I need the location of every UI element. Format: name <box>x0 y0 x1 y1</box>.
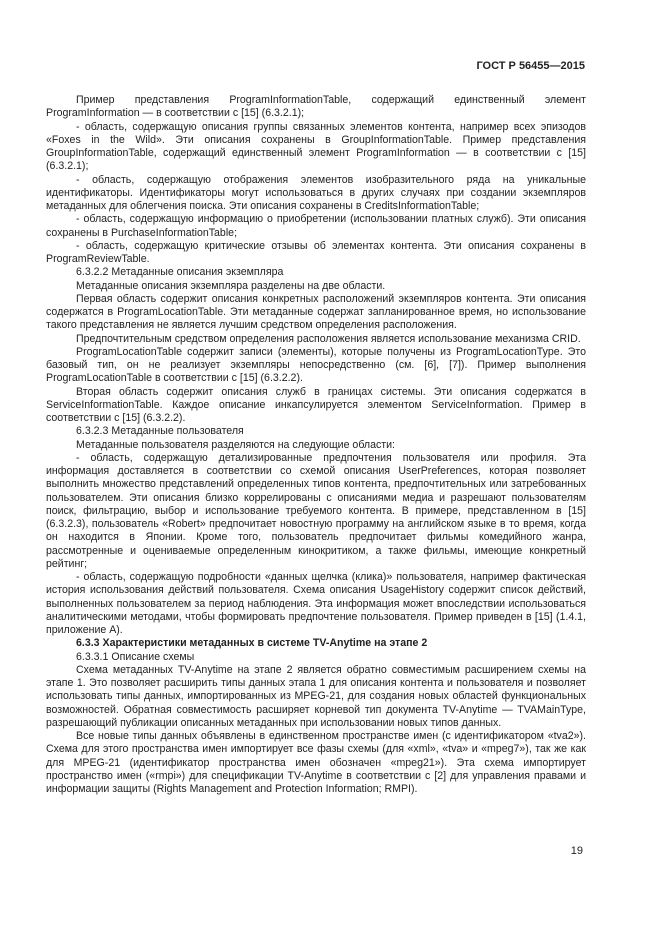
paragraph: Вторая область содержит описания служб в границах системы. Эти описания содержатся в ServiceInformationTable. Каждое описание инкапсулируется элементом ServiceInformation. Пример в соответствии с [15] (6.3.2.2). <box>46 385 586 424</box>
document-id: ГОСТ Р 56455—2015 <box>476 60 585 72</box>
section-heading: 6.3.2.3 Метаданные пользователя <box>76 425 244 438</box>
list-item: - область, содержащую информацию о приобретении (использовании платных служб). Эти описания сохранены в PurchaseInformationTable; <box>46 213 586 239</box>
section-heading: 6.3.2.2 Метаданные описания экземпляра <box>76 266 284 279</box>
paragraph: Схема метаданных TV-Anytime на этапе 2 является обратно совместимым расширением схемы на этапе 1. Это позволяет расширить типы данных этапа 1 для описания контента и пользователя и позволяет использовать типы данных, импортированных из MPEG-21, для создания новых областей функциональных возможностей. Обратная совместимость расширяет корневой тип документа TV-Anytime — TVAMainType, разрешающий публикации описанных метаданных при использовании новых типов данных. <box>46 663 586 729</box>
list-item: - область, содержащую детализированные предпочтения пользователя или профиля. Эта информация доставляется в соответствии со схемой описания UserPreferences, которая позволяет выполнить множество представлений определенных типов контента, предпочтительных или затребованных пользователем. Эти описания близко коррелированы с описаниями медиа и разрешают пользователям поиск, фильтрацию, выбор и использование требуемого контента. В примере, представленном в [15] (6.3.2.3), пользователь «Robert» предпочитает новостную программу на английском языке в то время, когда он находится в Японии. Кроме того, пользователь предпочитает фильмы комедийного жанра, рассмотренные и оцениваемые определенным кинокритиком, а также фильмы, имеющие конкретный рейтинг; <box>46 451 586 570</box>
paragraph: Все новые типы данных объявлены в единственном пространстве имен (с идентификатором «tva2»). Схема для этого пространства имен импортирует все фазы схемы (для «xml», «tva» и «mpeg7»), так же как для MPEG-21 (идентификатор пространства имен обозначен «mpeg21»). Эта схема импортирует пространство имен («rmpi») для спецификации TV-Anytime в соответствии с [2] для управления правами и информации защиты (Rights Management and Protection Information; RMPI). <box>46 730 586 795</box>
section-heading-bold: 6.3.3 Характеристики метаданных в системе TV-Anytime на этапе 2 <box>76 637 428 650</box>
list-item: - область, содержащую подробности «данных щелчка (клика)» пользователя, например фактическая история использования действий пользователя. Схема описания UsageHistory содержит список действий, выполненных пользователем за период наблюдения. Эта информация может впоследствии использоваться аналитическими методами, чтобы формировать предпочтение пользователя. Пример приведен в [15] (1.4.1, приложение А). <box>46 571 586 636</box>
page-number: 19 <box>570 845 583 857</box>
list-item: - область, содержащую описания группы связанных элементов контента, например всех эпизодов «Foxes in the Wild». Эти описания сохранены в GroupInformationTable. Пример представления GroupInformationTable, содержащий единственный элемент ProgramInformation — в соответствии с [15] (6.3.2.1); <box>46 120 586 173</box>
paragraph: Метаданные пользователя разделяются на следующие области: <box>76 438 395 451</box>
document-body <box>46 94 586 796</box>
paragraph: Первая область содержит описания конкретных расположений экземпляров контента. Эти описания содержатся в ProgramLocationTable. Эти метаданные содержат запланированное время, но использование такого представления не является лучшим средством определения расположения. <box>46 292 586 332</box>
paragraph: Предпочтительным средством определения расположения является использование механизма CRID. <box>76 332 581 345</box>
paragraph: Пример представления ProgramInformationTable, содержащий единственный элемент ProgramInformation — в соответствии с [15] (6.3.2.1); <box>46 94 586 120</box>
paragraph: Метаданные описания экземпляра разделены на две области. <box>76 279 386 292</box>
list-item: - область, содержащую отображения элементов изобразительного ряда на уникальные идентификаторы. Идентификаторы могут использоваться в других случаях при создании экземпляров метаданных для облегчения поиска. Эти описания сохранены в CreditsInformationTable; <box>46 173 586 212</box>
section-heading: 6.3.3.1 Описание схемы <box>76 650 195 663</box>
list-item: - область, содержащую критические отзывы об элементах контента. Эти описания сохранены в ProgramReviewTable. <box>46 239 586 265</box>
paragraph: ProgramLocationTable содержит записи (элементы), которые получены из ProgramLocationType. Это базовый тип, он не реализует экземпляры непосредственно (см. [6], [7]). Пример выполнения ProgramLocationTable в соответствии с [15] (6.3.2.2). <box>46 345 586 385</box>
